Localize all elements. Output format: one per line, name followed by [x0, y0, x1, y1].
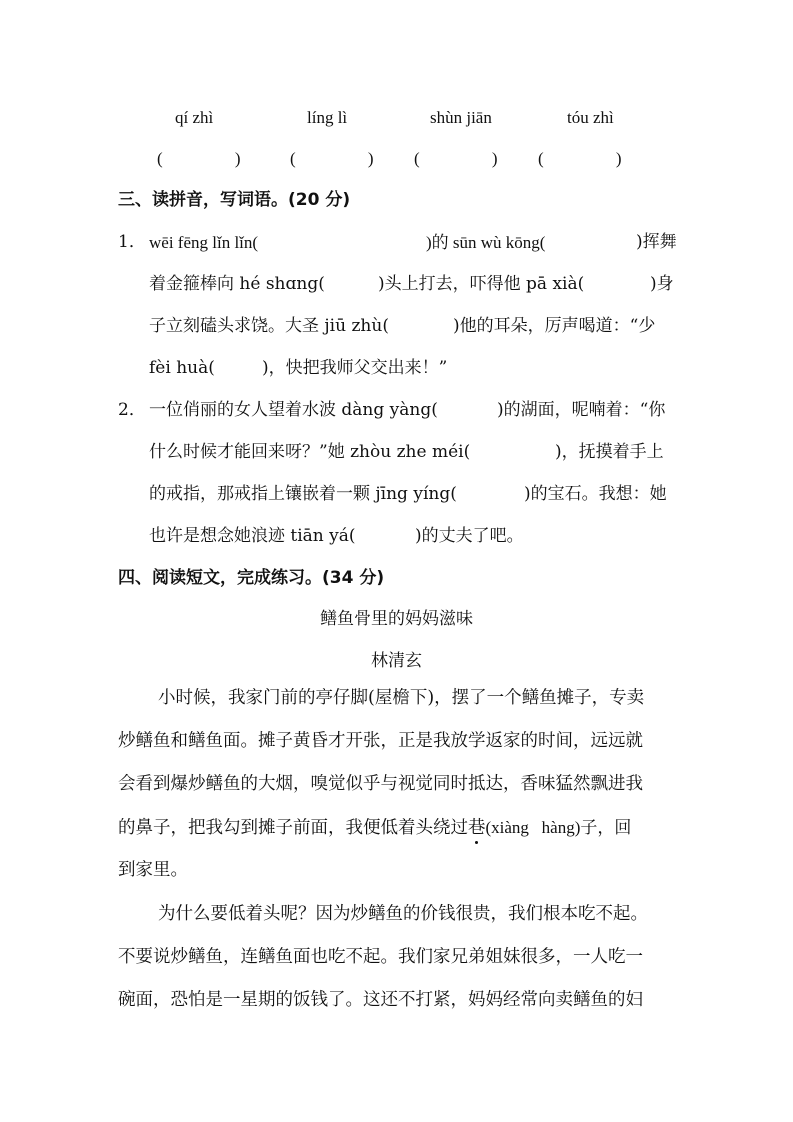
answer-blank-2[interactable]: ( ) — [290, 149, 374, 168]
p1-line-3: 会看到爆炒鳝鱼的大烟，嗅觉似乎与视觉同时抵达，香味猛然飘进我 — [118, 774, 643, 794]
p1-line-1: 小时候，我家门前的亭仔脚(屋檐下)，摆了一个鳝鱼摊子，专卖 — [158, 688, 645, 708]
pronunciation-choice[interactable]: (xiàng hàng)子，回 — [485, 818, 632, 837]
q2-line4-b: )的丈夫了吧。 — [415, 526, 524, 546]
q1-line4-a: fèi huà( — [149, 358, 215, 378]
answer-blank-1[interactable]: ( ) — [157, 149, 241, 168]
q1-line2-b: )头上打去，吓得他 pā xià( — [378, 274, 585, 294]
answer-blank-4[interactable]: ( ) — [538, 149, 622, 168]
p1-line-2: 炒鳝鱼和鳝鱼面。摊子黄昏才开张，正是我放学返家的时间，远远就 — [118, 731, 643, 751]
q2-line3-a: 的戒指，那戒指上镶嵌着一颗 jīng yíng( — [149, 484, 457, 504]
q1-line3-b: )他的耳朵，厉声喝道：“少 — [453, 316, 656, 336]
section4-heading: 四、阅读短文，完成练习。(34 分) — [118, 568, 385, 588]
q2-line2-b: )，抚摸着手上 — [555, 442, 664, 462]
q2-number: 2． — [118, 400, 146, 420]
p2-line-3: 碗面，恐怕是一星期的饭钱了。这还不打紧，妈妈经常向卖鳝鱼的妇 — [118, 990, 643, 1010]
p1-line-5: 到家里。 — [118, 860, 188, 880]
pinyin-item-1: qí zhì — [175, 108, 214, 127]
q1-line4-b: )，快把我师父交出来！” — [262, 358, 448, 378]
q2-line1-b: )的湖面，呢喃着：“你 — [497, 400, 666, 420]
q1-line3-a: 子立刻磕头求饶。大圣 jiū zhù( — [149, 316, 389, 336]
pinyin-item-4: tóu zhì — [567, 108, 614, 127]
q1-number: 1． — [118, 232, 146, 252]
q1-line2-a: 着金箍棒向 hé shɑng( — [149, 274, 325, 294]
q2-line2-a: 什么时候才能回来呀？”她 zhòu zhe méi( — [149, 442, 471, 462]
p2-line-1: 为什么要低着头呢？因为炒鳝鱼的价钱很贵，我们根本吃不起。 — [158, 904, 648, 924]
q1-line1-b: )的 sūn wù kōng( — [426, 233, 546, 252]
p1-line-4 — [118, 819, 631, 838]
section3-heading: 三、读拼音，写词语。(20 分) — [118, 190, 351, 210]
p2-line-2: 不要说炒鳝鱼，连鳝鱼面也吃不起。我们家兄弟姐妹很多，一人吃一 — [118, 947, 643, 967]
pinyin-item-2: líng lì — [307, 108, 348, 127]
q1-line2-c: )身 — [650, 274, 674, 294]
passage-author: 林清玄 — [371, 651, 422, 671]
dotted-character: 巷 — [468, 818, 486, 838]
q2-line3-b: )的宝石。我想：她 — [524, 484, 667, 504]
pinyin-item-3: shùn jiān — [430, 108, 492, 127]
q1-line1-c: )挥舞 — [636, 232, 677, 252]
q2-line1-a: 一位俏丽的女人望着水波 dàng yàng( — [149, 400, 438, 420]
answer-blank-3[interactable]: ( ) — [414, 149, 498, 168]
passage-title: 鳝鱼骨里的妈妈滋味 — [320, 609, 473, 629]
q2-line4-a: 也许是想念她浪迹 tiān yá( — [149, 526, 356, 546]
p1-line-4-text: 的鼻子，把我勾到摊子前面，我便低着头绕过 — [118, 818, 468, 838]
q1-line1-a: wēi fēng lǐn lǐn( — [149, 233, 259, 252]
